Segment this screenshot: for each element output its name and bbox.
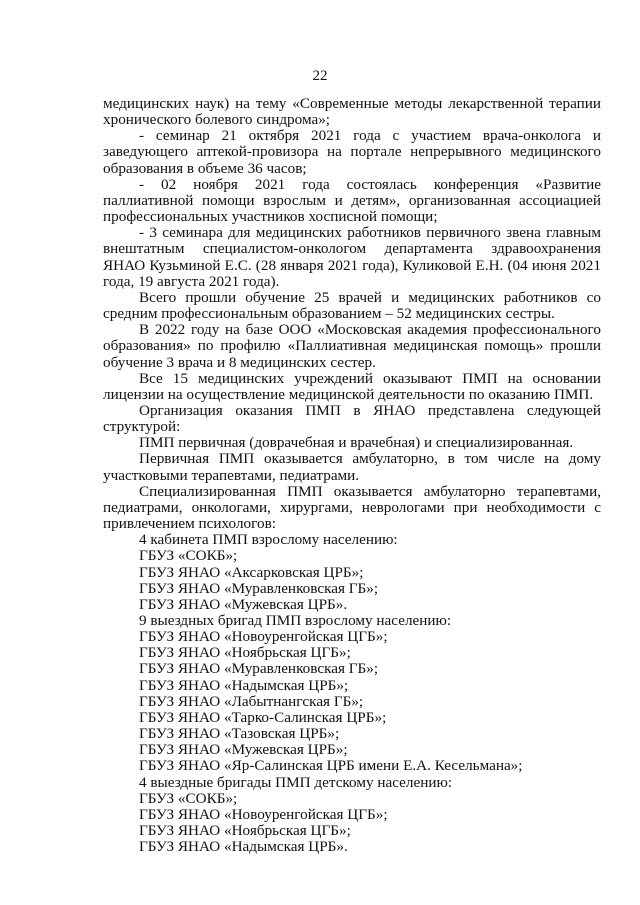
paragraph-organization: Организация оказания ПМП в ЯНАО представлена следующей структурой: xyxy=(103,401,601,436)
paragraph-seminar-october: - семинар 21 октября 2021 года с участием врача-онколога и заведующего аптекой-провизора на портале непрерывного медицинского образования в объеме 36 часов; xyxy=(103,127,601,177)
paragraph-continuation: медицинских наук) на тему «Современные методы лекарственной терапии хронического болевого синдрома»; xyxy=(103,95,601,129)
list-item: ГБУЗ ЯНАО «Аксарковская ЦРБ»; xyxy=(139,563,364,581)
list-heading: 4 выездные бригады ПМП детскому населению: xyxy=(139,773,453,791)
page-number: 22 xyxy=(312,68,328,84)
paragraph-conference-november: - 02 ноября 2021 года состоялась конференция «Развитие паллиативной помощи взрослым и детям», организованная ассоциацией профессиональных участников хосписной помощи; xyxy=(103,175,601,226)
list-item: ГБУЗ ЯНАО «Тарко-Салинская ЦРБ»; xyxy=(139,708,387,726)
list-item: ГБУЗ ЯНАО «Муравленковская ГБ»; xyxy=(139,579,379,597)
list-heading: 9 выездных бригад ПМП взрослому населению: xyxy=(139,612,452,629)
list-item: ГБУЗ ЯНАО «Надымская ЦРБ». xyxy=(139,838,348,856)
list-item: ГБУЗ ЯНАО «Муравленковская ГБ»; xyxy=(139,660,379,678)
list-item: ГБУЗ ЯНАО «Новоуренгойская ЦГБ»; xyxy=(139,628,388,646)
paragraph-licensed-institutions: Все 15 медицинских учреждений оказывают ПМП на основании лицензии на осуществление медицинской деятельности по оказанию ПМП. xyxy=(103,369,601,403)
list-item: ГБУЗ ЯНАО «Ноябрьская ЦГБ»; xyxy=(139,822,351,840)
list-item: ГБУЗ ЯНАО «Надымская ЦРБ»; xyxy=(139,676,349,694)
list-item: ГБУЗ ЯНАО «Мужевская ЦРБ»; xyxy=(139,741,348,759)
list-item: ГБУЗ «СОКБ»; xyxy=(139,789,238,807)
list-item: ГБУЗ ЯНАО «Яр-Салинская ЦРБ имени Е.А. Кесельмана»; xyxy=(139,757,523,775)
paragraph-total-trained: Всего прошли обучение 25 врачей и медицинских работников со средним профессиональным образованием – 52 медицинских сестры. xyxy=(103,288,601,323)
list-item: ГБУЗ ЯНАО «Лабытнангская ГБ»; xyxy=(139,692,364,710)
paragraph-pmp-types: ПМП первичная (доврачебная и врачебная) и специализированная. xyxy=(139,434,574,452)
document-body xyxy=(103,96,601,855)
list-item: ГБУЗ ЯНАО «Тазовская ЦРБ»; xyxy=(139,725,340,743)
list-heading: 4 кабинета ПМП взрослому населению: xyxy=(139,531,398,549)
list-item: ГБУЗ ЯНАО «Ноябрьская ЦГБ»; xyxy=(139,644,351,662)
list-adult-cabinets xyxy=(103,532,601,613)
paragraph-2022-training: В 2022 году на базе ООО «Московская академия профессионального образования» по профилю «Паллиативная медицинская помощь» прошли обучение 3 врача и 8 медицинских сестер. xyxy=(103,321,601,371)
paragraph-seminars-primary: - 3 семинара для медицинских работников первичного звена главным внештатным специалистом-онкологом департамента здравоохранения ЯНАО Кузьминой Е.С. (28 января 2021 года), Куликовой Е.Н. (04 июня 2021 года, 19 августа 2021 года). xyxy=(103,224,601,290)
list-adult-teams xyxy=(103,613,601,775)
paragraph-specialized-pmp: Специализированная ПМП оказывается амбулаторно терапевтами, педиатрами, онкологами, хирургами, неврологами при необходимости с привлечением психологов: xyxy=(103,482,601,533)
list-item: ГБУЗ ЯНАО «Мужевская ЦРБ». xyxy=(139,595,348,613)
paragraph-primary-pmp: Первичная ПМП оказывается амбулаторно, в том числе на дому участковыми терапевтами, педиатрами. xyxy=(103,450,601,484)
list-child-teams xyxy=(103,775,601,856)
list-item: ГБУЗ ЯНАО «Новоуренгойская ЦГБ»; xyxy=(139,805,388,823)
list-item: ГБУЗ «СОКБ»; xyxy=(139,547,238,565)
